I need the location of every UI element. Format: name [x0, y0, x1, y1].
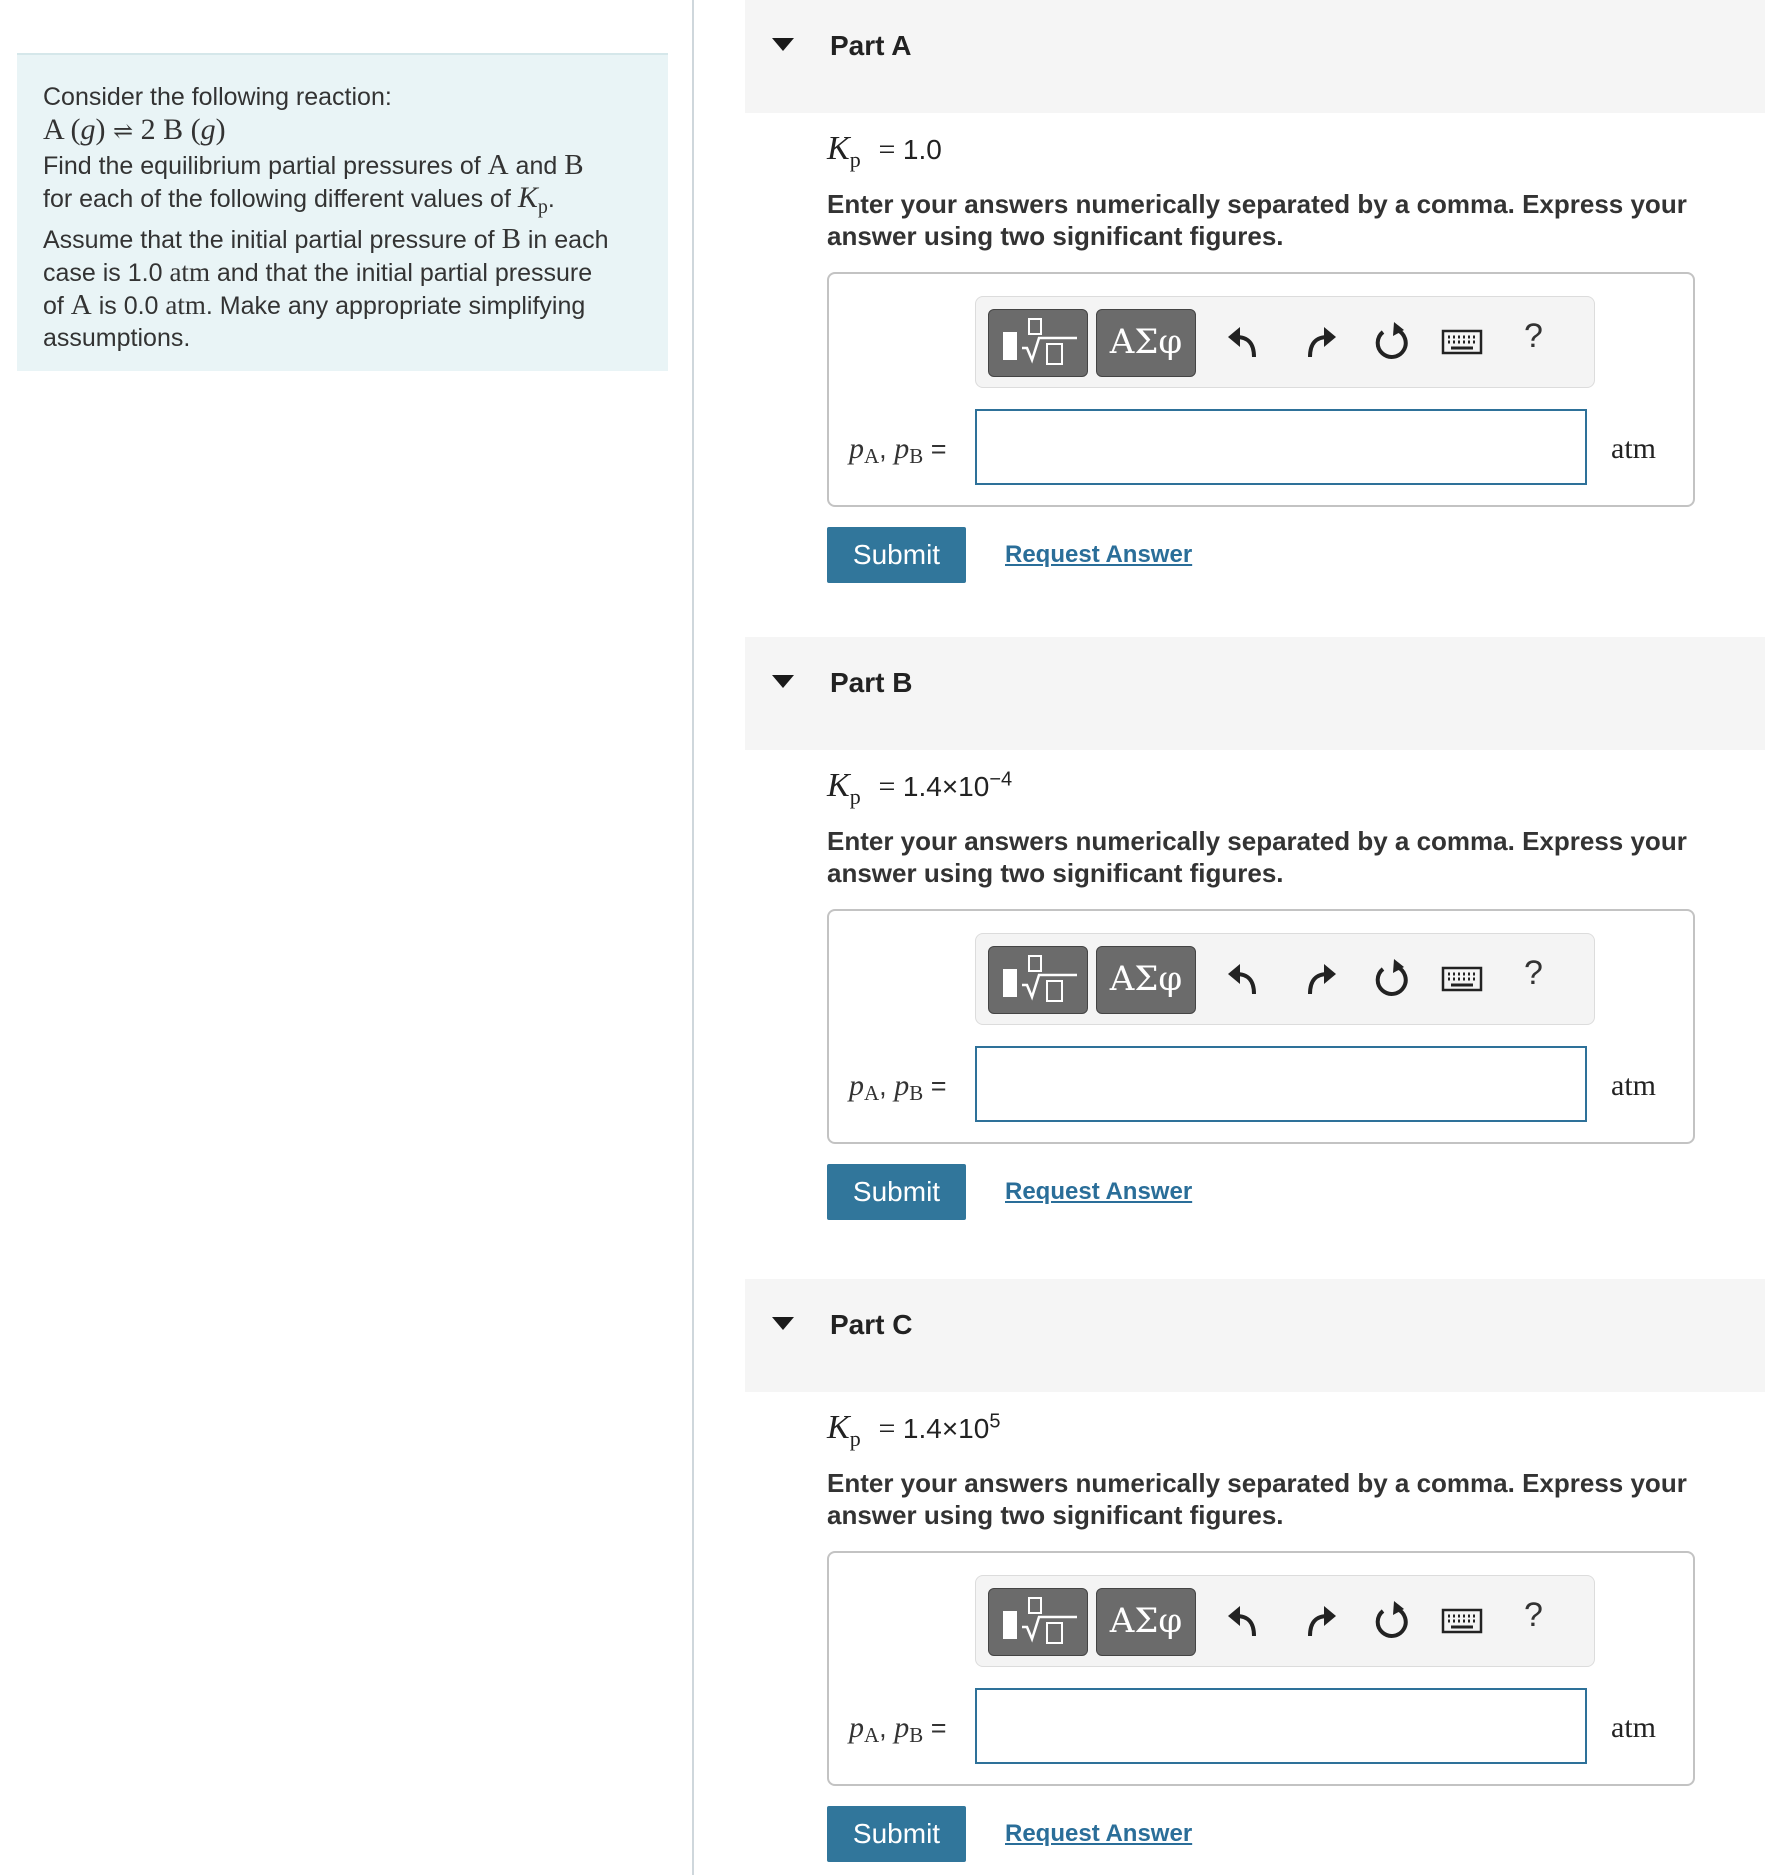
- problem-intro: Consider the following reaction:: [43, 83, 392, 111]
- templates-button[interactable]: [988, 309, 1088, 377]
- problem-line: case is 1.0 atm and that the initial partial pressure: [43, 257, 593, 287]
- kp-value: $K_p = 1.0$: [827, 130, 942, 172]
- math-toolbar: [975, 296, 1595, 388]
- reset-icon[interactable]: [1372, 1598, 1412, 1642]
- greek-symbols-button[interactable]: ΑΣφ: [1096, 946, 1196, 1014]
- equilibrium-arrow: ⇌: [113, 119, 134, 145]
- answer-label: pA, pB =: [849, 432, 947, 468]
- part-header[interactable]: [745, 637, 1765, 750]
- problem-line: Find the equilibrium partial pressures of A and B: [43, 149, 584, 181]
- answer-label: pA, pB =: [849, 1711, 947, 1747]
- collapse-caret-icon[interactable]: [772, 1317, 794, 1330]
- math-toolbar: [975, 1575, 1595, 1667]
- kp-value: $K_p = 1.4\times 10^{-4}$: [827, 767, 1013, 809]
- redo-icon[interactable]: [1302, 1598, 1342, 1642]
- redo-icon[interactable]: [1302, 956, 1342, 1000]
- submit-button[interactable]: Submit: [827, 1806, 966, 1862]
- templates-icon: [989, 947, 1087, 1013]
- answer-input[interactable]: [975, 1046, 1587, 1122]
- instructions: Enter your answers numerically separated by a comma. Express your answer using two significant figures.: [827, 1468, 1687, 1530]
- unit-label: atm: [1611, 432, 1656, 465]
- collapse-caret-icon[interactable]: [772, 675, 794, 688]
- instructions: Enter your answers numerically separated by a comma. Express your answer using two significant figures.: [827, 826, 1687, 888]
- submit-button[interactable]: Submit: [827, 1164, 966, 1220]
- part-header[interactable]: [745, 1279, 1765, 1392]
- column-divider: [692, 0, 694, 1875]
- problem-line: Assume that the initial partial pressure of B in each: [43, 223, 609, 255]
- unit-label: atm: [1611, 1069, 1656, 1102]
- answer-box: [827, 272, 1695, 507]
- templates-button[interactable]: [988, 1588, 1088, 1656]
- answer-box: [827, 1551, 1695, 1786]
- part-header[interactable]: [745, 0, 1765, 113]
- kp-value: $K_p = 1.4\times 10^5$: [827, 1409, 1001, 1451]
- question-part-c: [745, 1279, 1765, 1849]
- problem-line: assumptions.: [43, 324, 191, 352]
- answer-input[interactable]: [975, 409, 1587, 485]
- part-title: Part C: [830, 1309, 913, 1340]
- submit-button[interactable]: Submit: [827, 527, 966, 583]
- part-title: Part B: [830, 667, 913, 698]
- question-part-a: [745, 0, 1765, 570]
- request-answer-link[interactable]: Request Answer: [1005, 1178, 1193, 1205]
- templates-button[interactable]: [988, 946, 1088, 1014]
- keyboard-icon[interactable]: [1441, 327, 1485, 357]
- keyboard-icon[interactable]: [1441, 1606, 1485, 1636]
- help-button[interactable]: ?: [1524, 1596, 1543, 1634]
- templates-icon: [989, 1589, 1087, 1655]
- greek-symbols-button[interactable]: ΑΣφ: [1096, 1588, 1196, 1656]
- unit-label: atm: [1611, 1711, 1656, 1744]
- help-button[interactable]: ?: [1524, 317, 1543, 355]
- answer-label: pA, pB =: [849, 1069, 947, 1105]
- instructions: Enter your answers numerically separated by a comma. Express your answer using two significant figures.: [827, 189, 1687, 251]
- reset-icon[interactable]: [1372, 319, 1412, 363]
- collapse-caret-icon[interactable]: [772, 38, 794, 51]
- redo-icon[interactable]: [1302, 319, 1342, 363]
- reaction-equation: A (g) ⇌ 2 B (g): [43, 113, 226, 146]
- greek-symbols-button[interactable]: ΑΣφ: [1096, 309, 1196, 377]
- problem-statement: [17, 53, 668, 371]
- request-answer-link[interactable]: Request Answer: [1005, 541, 1193, 568]
- question-part-b: [745, 637, 1765, 1207]
- undo-icon[interactable]: [1224, 956, 1264, 1000]
- math-toolbar: [975, 933, 1595, 1025]
- undo-icon[interactable]: [1224, 319, 1264, 363]
- part-title: Part A: [830, 30, 912, 61]
- answer-input[interactable]: [975, 1688, 1587, 1764]
- undo-icon[interactable]: [1224, 1598, 1264, 1642]
- help-button[interactable]: ?: [1524, 954, 1543, 992]
- request-answer-link[interactable]: Request Answer: [1005, 1820, 1193, 1847]
- problem-line: of A is 0.0 atm. Make any appropriate simplifying: [43, 289, 586, 321]
- templates-icon: [989, 310, 1087, 376]
- problem-line: for each of the following different values of $K_p$.: [43, 181, 555, 218]
- answer-box: [827, 909, 1695, 1144]
- reset-icon[interactable]: [1372, 956, 1412, 1000]
- keyboard-icon[interactable]: [1441, 964, 1485, 994]
